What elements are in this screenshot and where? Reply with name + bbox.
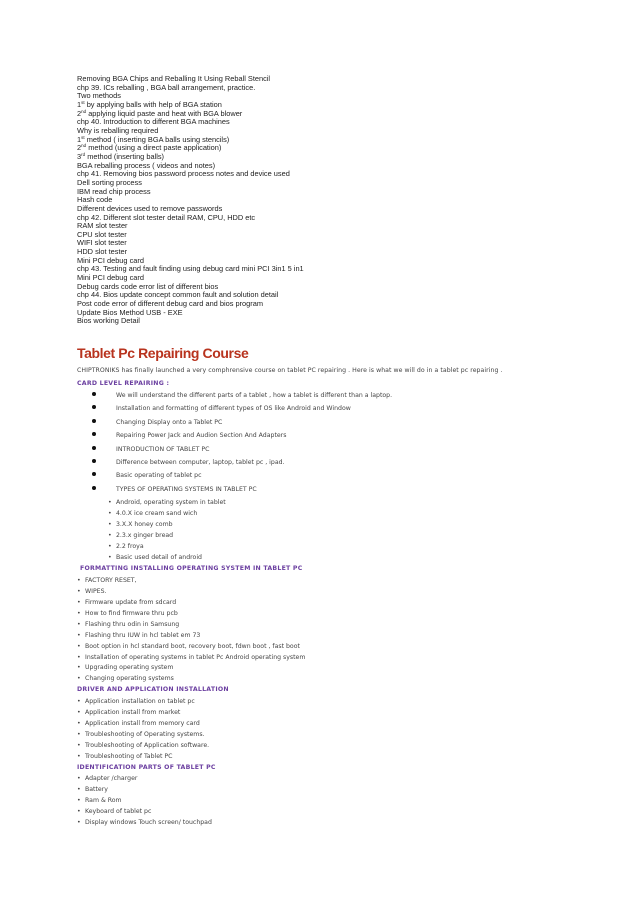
chapter-note-line — [77, 179, 597, 188]
list-item — [77, 471, 577, 484]
list-item — [77, 520, 577, 531]
ordinal-suffix: rd — [81, 151, 86, 157]
chapter-note-text: method ( inserting BGA balls using stencils) — [84, 134, 230, 144]
list-item-text: FACTORY RESET, — [85, 577, 137, 585]
list-item-text: Flashing thru IUW in hcl tablet em 73 — [85, 631, 201, 639]
list-item-text: 2.3.x ginger bread — [116, 531, 174, 539]
list-item — [77, 653, 577, 664]
chapter-note-line — [77, 248, 597, 257]
list-item — [77, 697, 577, 708]
chapter-note-text: Removing BGA Chips and Reballing It Using Reball Stencil — [77, 74, 271, 83]
ordinal-suffix: st — [81, 134, 85, 140]
bullet-dot-icon — [92, 472, 96, 476]
list-item — [77, 719, 577, 730]
chapter-note-line — [77, 239, 597, 248]
list-item-text: Changing Display onto a Tablet PC — [116, 418, 223, 426]
parts-heading: IDENTIFICATION PARTS OF TABLET PC — [77, 763, 216, 771]
list-item — [77, 431, 577, 444]
card-level-list — [77, 391, 577, 498]
list-item-text: Troubleshooting of Application software. — [85, 741, 210, 749]
card-level-heading: CARD LEVEL REPAIRING : — [77, 380, 170, 387]
chapter-note-line — [77, 188, 597, 197]
ordinal-suffix: nd — [81, 108, 87, 114]
list-item-text: Application install from market — [85, 709, 181, 717]
bullet-icon: • — [108, 553, 112, 561]
bullet-icon: • — [108, 510, 112, 518]
chapter-note-text: method (inserting balls) — [85, 151, 165, 161]
bullet-icon: • — [77, 698, 81, 706]
driver-list — [77, 697, 577, 762]
chapter-note-line — [77, 231, 597, 240]
list-item — [77, 576, 577, 587]
ordinal-number: 2 — [77, 143, 82, 153]
chapter-note-text: chp 42. Different slot tester detail RAM, CPU, HDD etc — [77, 212, 256, 222]
ordinal-number: 1 — [77, 99, 82, 109]
list-item-text: 3.X.X honey comb — [116, 520, 173, 528]
bullet-icon: • — [77, 775, 81, 783]
chapter-note-text: Bios working Detail — [77, 316, 140, 326]
bullet-icon: • — [77, 730, 81, 738]
list-item-text: How to find firmware thru pcb — [85, 610, 178, 618]
ordinal-number: 2 — [77, 108, 82, 118]
list-item — [77, 391, 577, 404]
chapter-note-text: RAM slot tester — [77, 221, 128, 231]
list-item-text: Ram & Rom — [85, 797, 122, 805]
list-item — [77, 752, 577, 763]
bullet-icon: • — [77, 620, 81, 628]
list-item-text: 2.2 froya — [116, 542, 144, 550]
list-item-text: Changing operating systems — [85, 675, 174, 683]
chapter-note-line — [77, 84, 597, 93]
chapter-note-text: Hash code — [77, 195, 113, 205]
bullet-icon: • — [77, 752, 81, 760]
list-item-text: Basic operating of tablet pc — [116, 472, 202, 480]
list-item-text: 4.0.X ice cream sand wich — [116, 510, 198, 518]
list-item — [77, 741, 577, 752]
chapter-note-text: IBM read chip process — [77, 186, 151, 196]
ordinal-suffix: nd — [81, 143, 87, 149]
list-item-text: Keyboard of tablet pc — [85, 808, 152, 816]
list-item — [77, 485, 577, 498]
list-item — [77, 785, 577, 796]
chapter-note-line — [77, 222, 597, 231]
bullet-icon: • — [77, 797, 81, 805]
course-intro: CHIPTRONIKS has finally launched a very comphrensive course on tablet PC repairing . Here is what we will do in a tablet pc repairing . — [77, 367, 503, 374]
chapter-note-text: Mini PCI debug card — [77, 273, 144, 283]
bullet-icon: • — [77, 719, 81, 727]
list-item — [77, 598, 577, 609]
bullet-icon: • — [108, 520, 112, 528]
list-item-text: TYPES OF OPERATING SYSTEMS IN TABLET PC — [116, 485, 257, 493]
bullet-icon: • — [108, 531, 112, 539]
list-item — [77, 458, 577, 471]
bullet-dot-icon — [92, 419, 96, 423]
chapter-notes — [77, 75, 597, 326]
bullet-icon: • — [77, 599, 81, 607]
chapter-note-text: by applying balls with help of BGA station — [84, 99, 222, 109]
list-item — [77, 774, 577, 785]
list-item-text: Adapter /charger — [85, 775, 138, 783]
list-item-text: Repairing Power Jack and Audion Section And Adapters — [116, 432, 287, 440]
list-item-text: Boot option in hcl standard boot, recovery boot, fdwn boot , fast boot — [85, 642, 300, 650]
list-item-text: Android, operating system in tablet — [116, 499, 226, 507]
list-item — [77, 553, 577, 564]
list-item — [77, 807, 577, 818]
chapter-note-text: chp 44. Bios update concept common fault and solution detail — [77, 290, 279, 300]
chapter-note-text: BGA reballing process ( videos and notes) — [77, 160, 216, 170]
list-item — [77, 609, 577, 620]
list-item — [77, 498, 577, 509]
chapter-note-text: Mini PCI debug card — [77, 255, 144, 265]
course-title: Tablet Pc Repairing Course — [77, 345, 249, 361]
bullet-icon: • — [77, 631, 81, 639]
chapter-note-line — [77, 214, 597, 223]
list-item — [77, 587, 577, 598]
bullet-icon: • — [77, 610, 81, 618]
list-item-text: Basic used detail of android — [116, 553, 202, 561]
bullet-icon: • — [77, 786, 81, 794]
chapter-note-text: chp 43. Testing and fault finding using debug card mini PCI 3in1 5 in1 — [77, 264, 304, 274]
list-item — [77, 730, 577, 741]
parts-list — [77, 774, 577, 828]
list-item — [77, 642, 577, 653]
formatting-heading: FORMATTING INSTALLING OPERATING SYSTEM IN TABLET PC — [80, 565, 303, 573]
driver-heading: DRIVER AND APPLICATION INSTALLATION — [77, 686, 229, 694]
chapter-note-text: chp 40. Introduction to different BGA machines — [77, 117, 230, 127]
bullet-icon: • — [77, 588, 81, 596]
list-item — [77, 796, 577, 807]
bullet-icon: • — [77, 675, 81, 683]
ordinal-number: 3 — [77, 151, 82, 161]
chapter-note-text: Dell sorting process — [77, 177, 142, 187]
bullet-icon: • — [77, 818, 81, 826]
bullet-dot-icon — [92, 405, 96, 409]
list-item-text: Installation of operating systems in tablet Pc Android operating system — [85, 653, 306, 661]
list-item-text: Difference between computer, laptop, tablet pc , ipad. — [116, 458, 285, 466]
list-item-text: Firmware update from sdcard — [85, 599, 177, 607]
list-item-text: Application install from memory card — [85, 719, 200, 727]
list-item-text: INTRODUCTION OF TABLET PC — [116, 445, 210, 453]
chapter-note-text: Why is reballing required — [77, 125, 159, 135]
ordinal-suffix: st — [81, 99, 85, 105]
bullet-icon: • — [77, 808, 81, 816]
chapter-note-text: Two methods — [77, 91, 121, 101]
bullet-icon: • — [77, 577, 81, 585]
chapter-note-text: CPU slot tester — [77, 229, 127, 239]
formatting-list — [77, 576, 577, 685]
bullet-dot-icon — [92, 459, 96, 463]
chapter-note-text: Different devices used to remove passwords — [77, 203, 223, 213]
chapter-note-line — [77, 170, 597, 179]
bullet-dot-icon — [92, 392, 96, 396]
list-item — [77, 445, 577, 458]
chapter-note-line — [77, 309, 597, 318]
list-item-text: Display windows Touch screen/ touchpad — [85, 818, 212, 826]
list-item — [77, 531, 577, 542]
bullet-dot-icon — [92, 446, 96, 450]
chapter-note-line — [77, 265, 597, 274]
chapter-note-text: method (using a direct paste application) — [86, 143, 222, 153]
list-item-text: We will understand the different parts of a tablet , how a tablet is different than a laptop. — [116, 392, 393, 399]
list-item-text: Troubleshooting of Operating systems. — [85, 730, 205, 738]
chapter-note-text: Update Bios Method USB - EXE — [77, 307, 183, 317]
list-item — [77, 620, 577, 631]
bullet-icon: • — [77, 653, 81, 661]
list-item — [77, 708, 577, 719]
list-item-text: Troubleshooting of Tablet PC — [85, 752, 173, 760]
list-item — [77, 674, 577, 685]
chapter-note-text: chp 39. ICs reballing , BGA ball arrangement, practice. — [77, 82, 256, 92]
list-item-text: Battery — [85, 786, 108, 794]
chapter-note-text: applying liquid paste and heat with BGA blower — [86, 108, 243, 118]
list-item — [77, 663, 577, 674]
list-item-text: Flashing thru odin in Samsung — [85, 620, 180, 628]
bullet-icon: • — [108, 542, 112, 550]
chapter-note-text: chp 41. Removing bios password process notes and device used — [77, 169, 290, 179]
list-item — [77, 509, 577, 520]
chapter-note-line — [77, 317, 597, 326]
bullet-icon: • — [108, 499, 112, 507]
bullet-icon: • — [77, 709, 81, 717]
list-item — [77, 404, 577, 417]
list-item — [77, 418, 577, 431]
bullet-icon: • — [77, 664, 81, 672]
list-item-text: Installation and formatting of different types of OS like Android and Window — [116, 405, 351, 413]
list-item-text: Application installation on tablet pc — [85, 698, 195, 706]
chapter-note-text: WIFI slot tester — [77, 238, 127, 248]
course-body — [77, 367, 577, 829]
list-item — [77, 818, 577, 829]
os-types-list — [77, 498, 577, 563]
bullet-icon: • — [77, 642, 81, 650]
list-item-text: Upgrading operating system — [85, 664, 174, 672]
chapter-note-text: Post code error of different debug card and bios program — [77, 299, 263, 309]
chapter-note-text: Debug cards code error list of different bios — [77, 281, 219, 291]
ordinal-number: 1 — [77, 134, 82, 144]
list-item — [77, 631, 577, 642]
list-item — [77, 542, 577, 553]
list-item-text: WIPES. — [85, 588, 107, 596]
chapter-note-text: HDD slot tester — [77, 247, 128, 257]
bullet-dot-icon — [92, 486, 96, 490]
bullet-icon: • — [77, 741, 81, 749]
bullet-dot-icon — [92, 432, 96, 436]
